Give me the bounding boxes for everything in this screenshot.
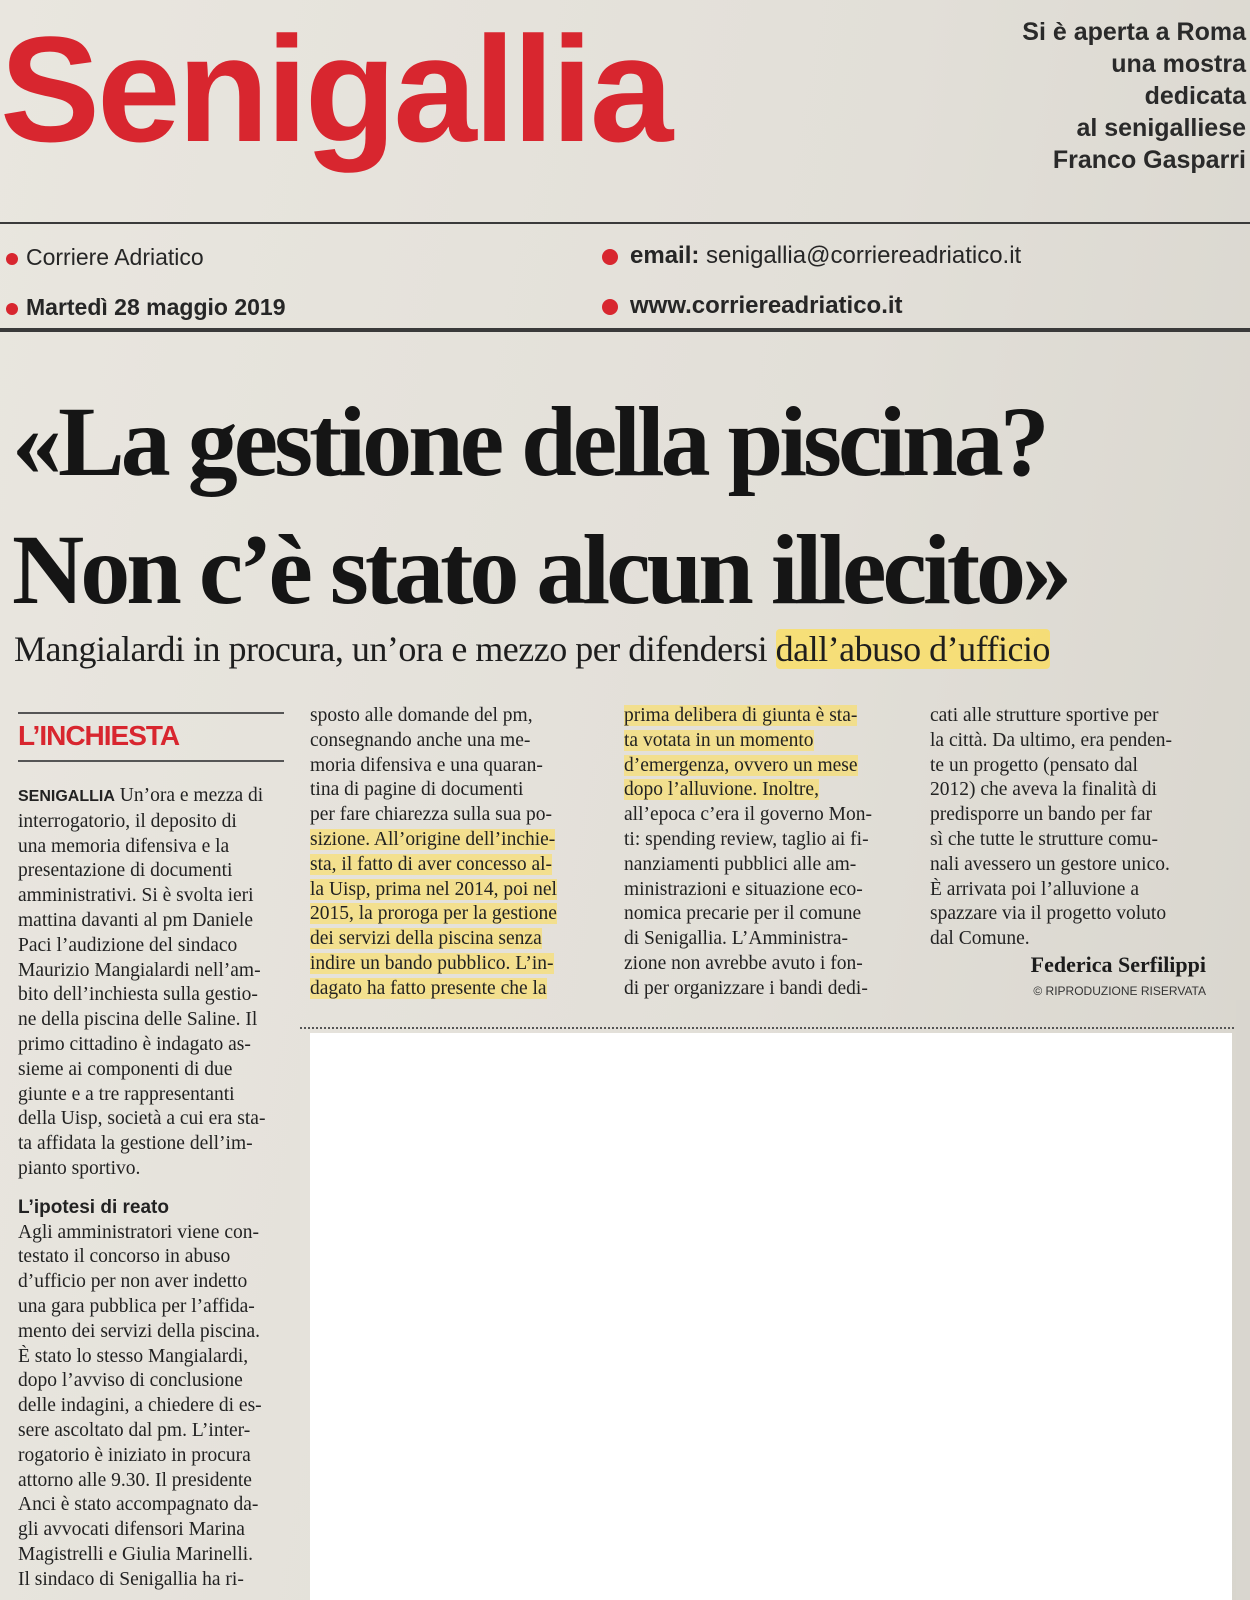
text-line: sta, il fatto di aver concesso al- [310,853,553,875]
text-line: attorno alle 9.30. Il presidente [18,1469,252,1491]
teaser-line: una mostra [1111,50,1246,78]
author-byline: Federica Serfilippi [1030,952,1206,977]
section-subtitle: L’ipotesi di reato [18,1196,169,1218]
text-line: interrogatorio, il deposito di [18,810,237,832]
text-line: Paci l’audizione del sindaco [18,934,238,956]
article-column-1 [18,784,296,1593]
text-line: Agli amministratori viene con- [18,1221,259,1243]
text-line: 2015, la proroga per la gestione [310,903,557,925]
article-headline [12,378,1242,634]
blank-region [310,1033,1232,1600]
text-line: dal Comune. [930,928,1030,950]
divider [18,760,284,762]
text-line: spazzare via il progetto voluto [930,903,1167,925]
teaser-box [946,16,1246,176]
text-line: Magistrelli e Giulia Marinelli. [18,1543,254,1565]
text-line: dei servizi della piscina senza [310,928,542,950]
text-line: nali avessero un gestore unico. [930,853,1170,875]
text-line: bito dell’inchiesta sulla gestio- [18,984,258,1006]
publication-name: Corriere Adriatico [6,244,204,271]
text-line: sere ascoltato dal pm. L’inter- [18,1419,251,1441]
article-subheadline: Mangialardi in procura, un’ora e mezzo per difendersi dall’abuso d’ufficio [14,629,1050,669]
text-line: Il sindaco di Senigallia ha ri- [18,1568,244,1590]
text-line: È stato lo stesso Mangialardi, [18,1345,249,1367]
text-line: dopo l’alluvione. Inoltre, [624,779,819,801]
teaser-line: al senigalliese [1076,114,1246,142]
text-line: ne della piscina delle Saline. Il [18,1009,258,1031]
text-line: sieme ai componenti di due [18,1058,233,1080]
text-line: sì che tutte le strutture comu- [930,828,1158,850]
text-line: presentazione di documenti [18,860,233,882]
text-line: Anci è stato accompagnato da- [18,1494,259,1516]
article-column-3 [624,704,916,1002]
copyright-notice: © RIPRODUZIONE RISERVATA [1033,984,1206,998]
text-line: testato il concorso in abuso [18,1246,231,1268]
text-line: d’emergenza, ovvero un mese [624,754,858,776]
article-column-2 [310,704,602,1002]
text-line: ministrazioni e situazione eco- [624,878,863,900]
website-link: www.corriereadriatico.it [602,292,903,320]
text-line: zione non avrebbe avuto i fon- [624,952,863,974]
text-line: una memoria difensiva e la [18,835,230,857]
divider [18,712,284,714]
text-line: tina di pagine di documenti [310,779,524,801]
teaser-line: Si è aperta a Roma [1022,18,1246,46]
text-line: la città. Da ultimo, era penden- [930,729,1173,751]
text-line: moria difensiva e una quaran- [310,754,543,776]
contact-email: email: senigallia@corriereadriatico.it [602,242,1021,270]
text-line: ta affidata la gestione dell’im- [18,1133,253,1155]
text-line: predisporre un bando per far [930,804,1152,826]
text-line: ta votata in un momento [624,729,814,751]
bullet-icon [602,249,618,265]
text-line: mento dei servizi della piscina. [18,1320,261,1342]
article-column-4 [930,704,1234,952]
text-line: per fare chiarezza sulla sua po- [310,804,552,826]
text-line: indire un bando pubblico. L’in- [310,952,554,974]
text-line: una gara pubblica per l’affida- [18,1295,255,1317]
adjacent-page-edge [1236,1000,1250,1600]
divider [0,222,1250,224]
text-line: sposto alle domande del pm, [310,705,533,726]
teaser-line: Franco Gasparri [1052,146,1246,174]
divider [0,328,1250,332]
teaser-line: dedicata [1144,82,1246,110]
text-line: d’ufficio per non aver indetto [18,1271,248,1293]
text-line: giunte e a tre rappresentanti [18,1083,235,1105]
text-line: te un progetto (pensato dal [930,754,1138,776]
text-line: di Senigallia. L’Amministra- [624,928,849,950]
headline-line: «La gestione della piscina? [12,386,1046,497]
issue-date: Martedì 28 maggio 2019 [6,294,286,321]
bullet-icon [6,253,18,265]
text-line: nanziamenti pubblici alle am- [624,853,857,875]
text-line: SENIGALLIA Un’ora e mezza di [18,785,264,806]
text-line: ti: spending review, taglio ai fi- [624,828,869,850]
text-line: rogatorio è iniziato in procura [18,1444,251,1466]
text-line: 2012) che aveva la finalità di [930,779,1157,801]
text-line: prima delibera di giunta è sta- [624,705,858,726]
text-line: all’epoca c’era il governo Mon- [624,804,872,826]
bullet-icon [602,299,618,315]
text-line: Maurizio Mangialardi nell’am- [18,959,261,981]
text-line: la Uisp, prima nel 2014, poi nel [310,878,557,900]
text-line: cati alle strutture sportive per [930,705,1159,726]
text-line: pianto sportivo. [18,1157,141,1179]
text-line: dopo l’avviso di conclusione [18,1370,243,1392]
text-line: consegnando anche una me- [310,729,531,751]
text-line: gli avvocati difensori Marina [18,1519,245,1541]
text-line: delle indagini, a chiedere di es- [18,1395,262,1417]
divider [300,1027,1234,1029]
text-line: di per organizzare i bandi dedi- [624,977,868,999]
masthead-title: Senigallia [0,5,671,173]
headline-line: Non c’è stato alcun illecito» [12,514,1069,625]
text-line: amministrativi. Si è svolta ieri [18,885,254,907]
text-line: nomica precarie per il comune [624,903,862,925]
section-kicker: L’INCHIESTA [18,720,180,751]
bullet-icon [6,303,18,315]
text-line: della Uisp, società a cui era sta- [18,1108,266,1130]
text-line: sizione. All’origine dell’inchie- [310,828,556,850]
text-line: È arrivata poi l’alluvione a [930,878,1139,900]
text-line: primo cittadino è indagato as- [18,1033,251,1055]
text-line: mattina davanti al pm Daniele [18,909,253,931]
text-line: dagato ha fatto presente che la [310,977,547,999]
